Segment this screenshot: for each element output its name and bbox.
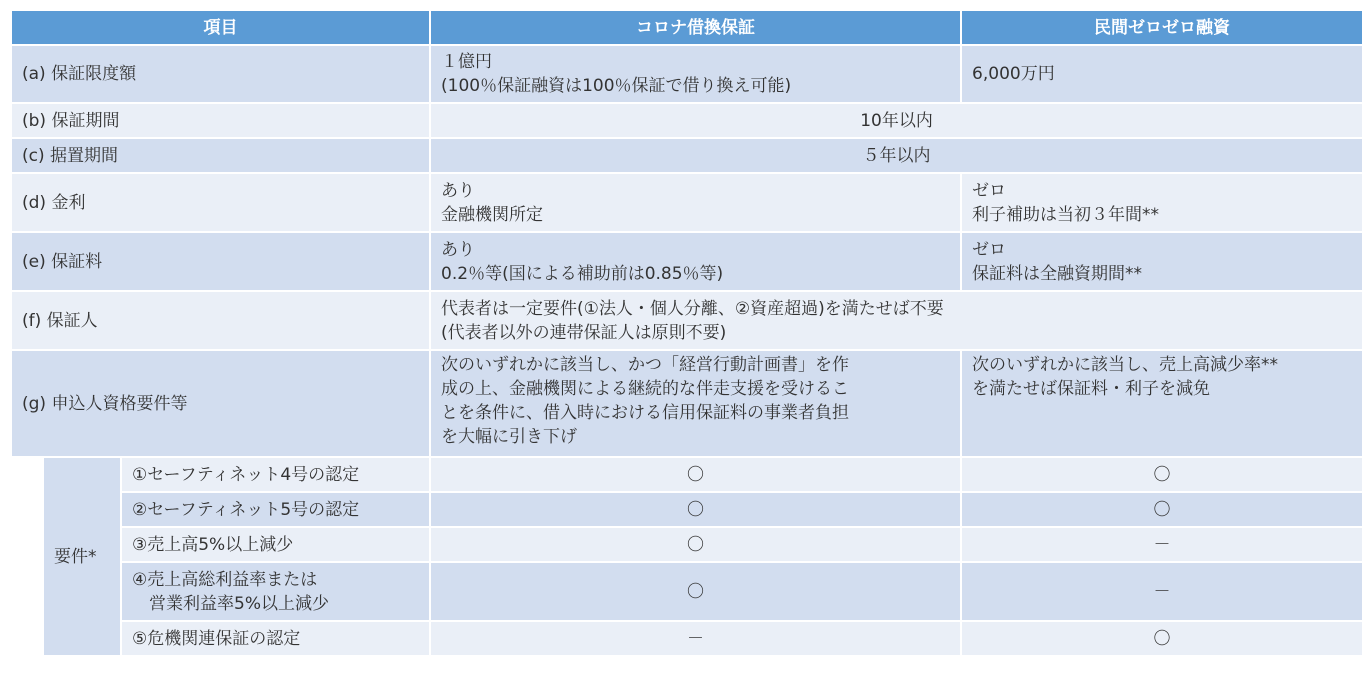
requirement-corona: 〇 bbox=[430, 562, 961, 621]
header-corona: コロナ借換保証 bbox=[430, 10, 961, 45]
cell-zero: ゼロ 利子補助は当初３年間** bbox=[961, 173, 1363, 232]
cell-zero: 次のいずれかに該当し、売上高減少率** を満たせば保証料・利子を減免 bbox=[961, 350, 1363, 457]
header-zero: 民間ゼロゼロ融資 bbox=[961, 10, 1363, 45]
requirement-zero: 〇 bbox=[961, 621, 1363, 656]
requirement-corona: 〇 bbox=[430, 492, 961, 527]
requirement-name: ②セーフティネット5号の認定 bbox=[121, 492, 430, 527]
cell-corona: あり 0.2％等(国による補助前は0.85％等) bbox=[430, 232, 961, 291]
cell-corona: あり 金融機関所定 bbox=[430, 173, 961, 232]
row-label: (b) 保証期間 bbox=[11, 103, 430, 138]
requirement-row bbox=[11, 457, 1363, 492]
table-row bbox=[11, 232, 1363, 291]
table-row bbox=[11, 103, 1363, 138]
requirement-row bbox=[11, 527, 1363, 562]
requirement-row bbox=[11, 492, 1363, 527]
requirement-corona: 〇 bbox=[430, 527, 961, 562]
cell-merged: 代表者は一定要件(①法人・個人分離、②資産超過)を満たせば不要 (代表者以外の連帯保証人は原則不要) bbox=[430, 291, 1363, 350]
row-label: (g) 申込人資格要件等 bbox=[11, 350, 430, 457]
comparison-table bbox=[10, 9, 1364, 657]
requirement-row bbox=[11, 562, 1363, 621]
row-label: (e) 保証料 bbox=[11, 232, 430, 291]
indent-spacer bbox=[11, 457, 43, 656]
requirement-corona: － bbox=[430, 621, 961, 656]
requirement-zero: － bbox=[961, 527, 1363, 562]
cell-merged: 10年以内 bbox=[430, 103, 1363, 138]
header-row bbox=[11, 10, 1363, 45]
requirement-name: ⑤危機関連保証の認定 bbox=[121, 621, 430, 656]
row-label: (f) 保証人 bbox=[11, 291, 430, 350]
table-row bbox=[11, 138, 1363, 173]
cell-corona: １億円 (100％保証融資は100％保証で借り換え可能) bbox=[430, 45, 961, 103]
requirement-row bbox=[11, 621, 1363, 656]
cell-merged: ５年以内 bbox=[430, 138, 1363, 173]
row-label: (c) 据置期間 bbox=[11, 138, 430, 173]
cell-corona: 次のいずれかに該当し、かつ「経営行動計画書」を作 成の上、金融機関による継続的な伴走支援を受けるこ とを条件に、借入時における信用保証料の事業者負担 を大幅に引き下げ bbox=[430, 350, 961, 457]
table-row bbox=[11, 291, 1363, 350]
row-label: (d) 金利 bbox=[11, 173, 430, 232]
requirement-zero: 〇 bbox=[961, 457, 1363, 492]
requirement-label: 要件* bbox=[43, 457, 121, 656]
requirement-name: ③売上高5%以上減少 bbox=[121, 527, 430, 562]
requirement-zero: － bbox=[961, 562, 1363, 621]
requirement-name: ①セーフティネット4号の認定 bbox=[121, 457, 430, 492]
cell-zero: ゼロ 保証料は全融資期間** bbox=[961, 232, 1363, 291]
requirement-name: ④売上高総利益率または 営業利益率5%以上減少 bbox=[121, 562, 430, 621]
header-item: 項目 bbox=[11, 10, 430, 45]
row-label: (a) 保証限度額 bbox=[11, 45, 430, 103]
requirement-zero: 〇 bbox=[961, 492, 1363, 527]
requirement-corona: 〇 bbox=[430, 457, 961, 492]
table-row bbox=[11, 350, 1363, 457]
table-row bbox=[11, 45, 1363, 103]
cell-zero: 6,000万円 bbox=[961, 45, 1363, 103]
table-row bbox=[11, 173, 1363, 232]
